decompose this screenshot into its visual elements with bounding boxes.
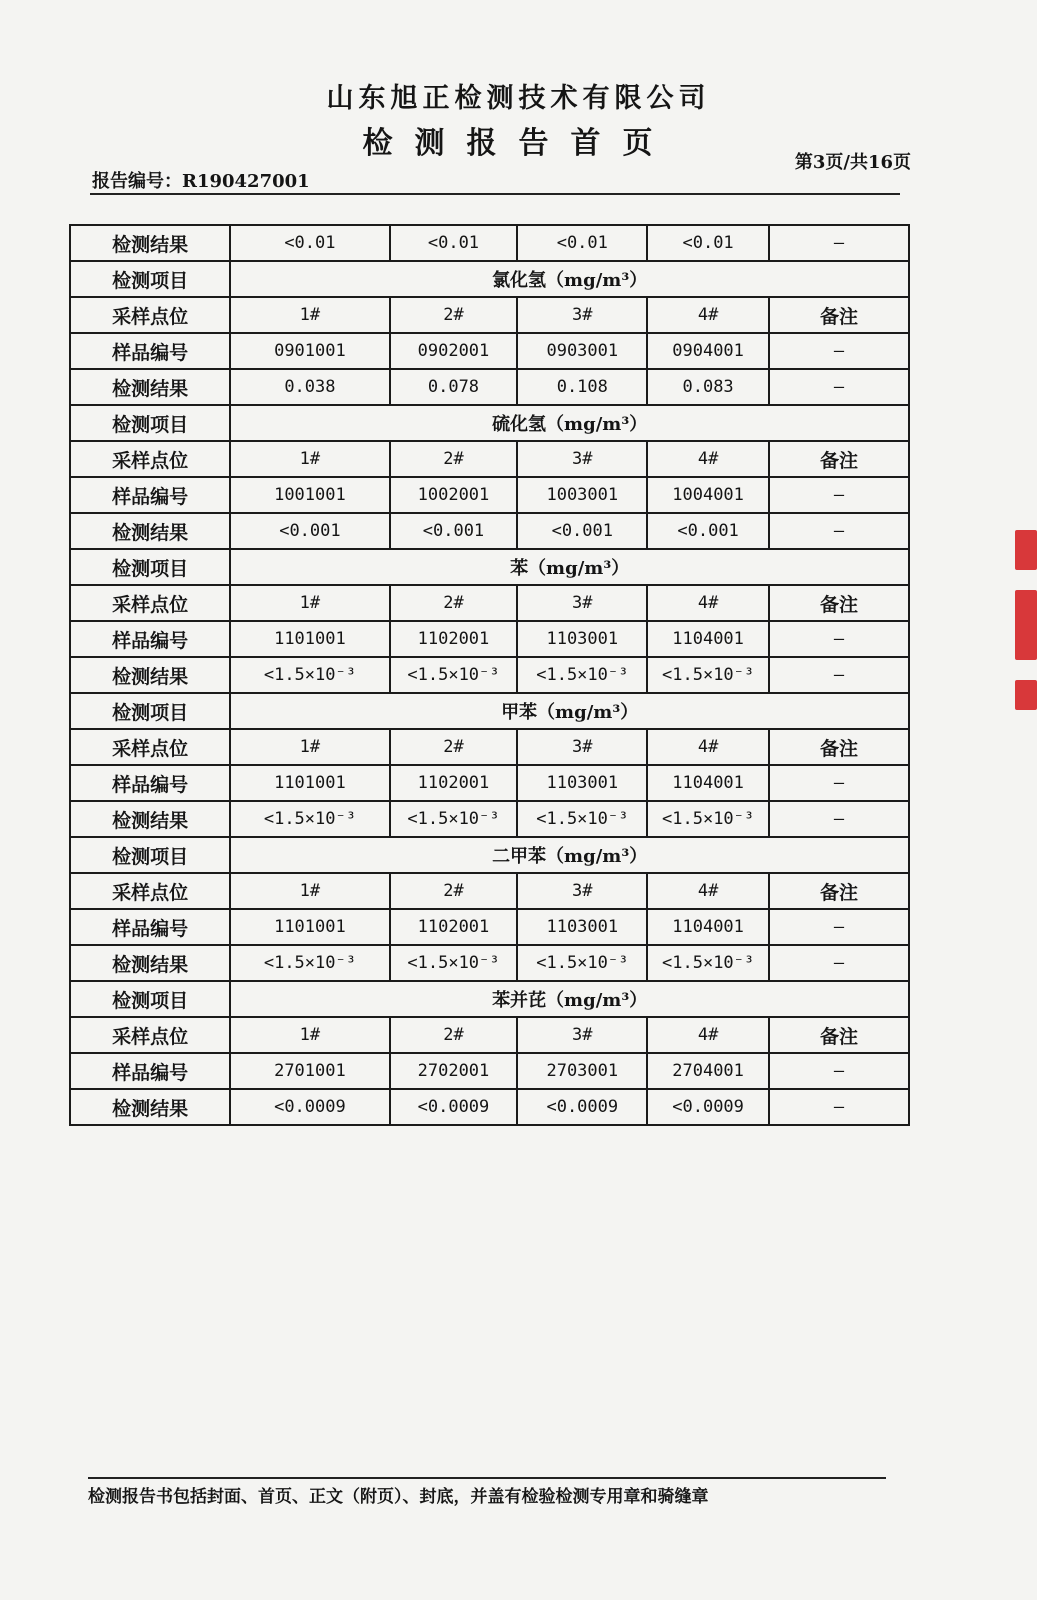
table-row: [70, 945, 909, 981]
remark-cell: —: [769, 225, 909, 261]
result-cell: <1.5×10⁻³: [647, 945, 769, 981]
remark-cell: —: [769, 909, 909, 945]
result-cell: 0.078: [390, 369, 518, 405]
table-row: [70, 621, 909, 657]
remark-header: 备注: [769, 1017, 909, 1053]
result-cell: <0.001: [230, 513, 389, 549]
sample-cell: 1001001: [230, 477, 389, 513]
company-name: 山东旭正检测技术有限公司: [326, 83, 711, 114]
row-label: 采样点位: [70, 585, 230, 621]
row-label: 检测项目: [70, 261, 230, 297]
remark-cell: —: [769, 765, 909, 801]
sample-cell: 1102001: [390, 621, 518, 657]
result-cell: <1.5×10⁻³: [390, 945, 518, 981]
point-cell: 3#: [517, 441, 647, 477]
table-row: [70, 477, 909, 513]
result-cell: <1.5×10⁻³: [390, 801, 518, 837]
result-cell: <0.0009: [647, 1089, 769, 1125]
remark-header: 备注: [769, 873, 909, 909]
sample-cell: 1104001: [647, 621, 769, 657]
row-label: 样品编号: [70, 909, 230, 945]
row-label: 样品编号: [70, 765, 230, 801]
result-cell: <1.5×10⁻³: [517, 657, 647, 693]
row-label: 检测结果: [70, 513, 230, 549]
result-cell: <0.0009: [390, 1089, 518, 1125]
result-cell: <0.001: [517, 513, 647, 549]
row-label: 检测结果: [70, 657, 230, 693]
result-cell: <0.0009: [230, 1089, 389, 1125]
point-cell: 2#: [390, 441, 518, 477]
result-cell: <1.5×10⁻³: [647, 801, 769, 837]
page-title: 检测报告首页: [362, 126, 675, 161]
point-cell: 3#: [517, 729, 647, 765]
test-item-cell: 二甲苯（mg/m³）: [230, 837, 909, 873]
results-table-body: [70, 225, 909, 1125]
table-row: [70, 513, 909, 549]
row-label: 采样点位: [70, 873, 230, 909]
result-cell: <0.01: [230, 225, 389, 261]
result-cell: <0.0009: [517, 1089, 647, 1125]
table-row: [70, 657, 909, 693]
row-label: 采样点位: [70, 729, 230, 765]
result-cell: <1.5×10⁻³: [517, 801, 647, 837]
row-label: 检测结果: [70, 945, 230, 981]
table-row: [70, 405, 909, 441]
row-label: 检测项目: [70, 405, 230, 441]
result-cell: <1.5×10⁻³: [517, 945, 647, 981]
result-cell: <0.001: [647, 513, 769, 549]
sample-cell: 1004001: [647, 477, 769, 513]
point-cell: 3#: [517, 585, 647, 621]
point-cell: 3#: [517, 297, 647, 333]
sample-cell: 1102001: [390, 909, 518, 945]
table-row: [70, 873, 909, 909]
table-row: [70, 297, 909, 333]
point-cell: 2#: [390, 585, 518, 621]
row-label: 检测结果: [70, 369, 230, 405]
remark-cell: —: [769, 801, 909, 837]
sample-cell: 1103001: [517, 909, 647, 945]
point-cell: 4#: [647, 873, 769, 909]
sample-cell: 0901001: [230, 333, 389, 369]
sample-cell: 0903001: [517, 333, 647, 369]
remark-cell: —: [769, 945, 909, 981]
remark-header: 备注: [769, 729, 909, 765]
sample-cell: 0904001: [647, 333, 769, 369]
result-cell: <0.001: [390, 513, 518, 549]
remark-cell: —: [769, 621, 909, 657]
point-cell: 2#: [390, 873, 518, 909]
table-row: [70, 1053, 909, 1089]
sample-cell: 1003001: [517, 477, 647, 513]
point-cell: 2#: [390, 729, 518, 765]
row-label: 采样点位: [70, 1017, 230, 1053]
point-cell: 1#: [230, 441, 389, 477]
row-label: 检测项目: [70, 837, 230, 873]
result-cell: <1.5×10⁻³: [390, 657, 518, 693]
result-cell: 0.038: [230, 369, 389, 405]
results-table: [69, 224, 910, 1126]
sample-cell: 1101001: [230, 909, 389, 945]
table-row: [70, 441, 909, 477]
point-cell: 3#: [517, 873, 647, 909]
row-label: 检测项目: [70, 693, 230, 729]
result-cell: 0.083: [647, 369, 769, 405]
point-cell: 1#: [230, 585, 389, 621]
table-row: [70, 369, 909, 405]
remark-cell: —: [769, 477, 909, 513]
row-label: 检测结果: [70, 225, 230, 261]
table-row: [70, 693, 909, 729]
remark-cell: —: [769, 1053, 909, 1089]
result-cell: <1.5×10⁻³: [647, 657, 769, 693]
sample-cell: 1103001: [517, 765, 647, 801]
point-cell: 1#: [230, 873, 389, 909]
point-cell: 4#: [647, 729, 769, 765]
sample-cell: 1002001: [390, 477, 518, 513]
point-cell: 2#: [390, 297, 518, 333]
table-row: [70, 225, 909, 261]
remark-header: 备注: [769, 585, 909, 621]
row-label: 检测结果: [70, 801, 230, 837]
result-cell: <1.5×10⁻³: [230, 801, 389, 837]
sample-cell: 0902001: [390, 333, 518, 369]
test-item-cell: 甲苯（mg/m³）: [230, 693, 909, 729]
result-cell: <1.5×10⁻³: [230, 945, 389, 981]
remark-cell: —: [769, 1089, 909, 1125]
table-row: [70, 909, 909, 945]
footer-divider: [88, 1477, 886, 1479]
point-cell: 4#: [647, 297, 769, 333]
sample-cell: 1103001: [517, 621, 647, 657]
table-row: [70, 981, 909, 1017]
point-cell: 1#: [230, 1017, 389, 1053]
table-row: [70, 261, 909, 297]
result-cell: 0.108: [517, 369, 647, 405]
remark-cell: —: [769, 369, 909, 405]
point-cell: 1#: [230, 297, 389, 333]
point-cell: 3#: [517, 1017, 647, 1053]
test-item-cell: 苯并芘（mg/m³）: [230, 981, 909, 1017]
remark-header: 备注: [769, 297, 909, 333]
result-cell: <0.01: [517, 225, 647, 261]
point-cell: 1#: [230, 729, 389, 765]
test-item-cell: 苯（mg/m³）: [230, 549, 909, 585]
table-row: [70, 1017, 909, 1053]
footer-note: 检测报告书包括封面、首页、正文（附页）、封底，并盖有检验检测专用章和骑缝章: [88, 1487, 709, 1507]
sample-cell: 1102001: [390, 765, 518, 801]
row-label: 样品编号: [70, 477, 230, 513]
sample-cell: 1101001: [230, 765, 389, 801]
test-item-cell: 氯化氢（mg/m³）: [230, 261, 909, 297]
point-cell: 4#: [647, 1017, 769, 1053]
table-row: [70, 801, 909, 837]
table-row: [70, 765, 909, 801]
row-label: 采样点位: [70, 297, 230, 333]
sample-cell: 2702001: [390, 1053, 518, 1089]
sample-cell: 1101001: [230, 621, 389, 657]
row-label: 采样点位: [70, 441, 230, 477]
table-row: [70, 837, 909, 873]
point-cell: 2#: [390, 1017, 518, 1053]
row-label: 样品编号: [70, 621, 230, 657]
remark-header: 备注: [769, 441, 909, 477]
point-cell: 4#: [647, 585, 769, 621]
result-cell: <1.5×10⁻³: [230, 657, 389, 693]
remark-cell: —: [769, 333, 909, 369]
page-info: 第3页/共16页: [794, 152, 911, 173]
remark-cell: —: [769, 657, 909, 693]
table-row: [70, 549, 909, 585]
table-row: [70, 1089, 909, 1125]
sample-cell: 1104001: [647, 765, 769, 801]
table-row: [70, 729, 909, 765]
remark-cell: —: [769, 513, 909, 549]
result-cell: <0.01: [647, 225, 769, 261]
row-label: 样品编号: [70, 333, 230, 369]
row-label: 检测项目: [70, 981, 230, 1017]
result-cell: <0.01: [390, 225, 518, 261]
seal-stamp-edge: [1015, 530, 1037, 750]
table-row: [70, 333, 909, 369]
point-cell: 4#: [647, 441, 769, 477]
row-label: 样品编号: [70, 1053, 230, 1089]
sample-cell: 2703001: [517, 1053, 647, 1089]
test-item-cell: 硫化氢（mg/m³）: [230, 405, 909, 441]
report-number: 报告编号：R190427001: [92, 171, 310, 192]
table-row: [70, 585, 909, 621]
sample-cell: 2704001: [647, 1053, 769, 1089]
row-label: 检测项目: [70, 549, 230, 585]
header-divider: [90, 193, 900, 195]
row-label: 检测结果: [70, 1089, 230, 1125]
sample-cell: 2701001: [230, 1053, 389, 1089]
sample-cell: 1104001: [647, 909, 769, 945]
